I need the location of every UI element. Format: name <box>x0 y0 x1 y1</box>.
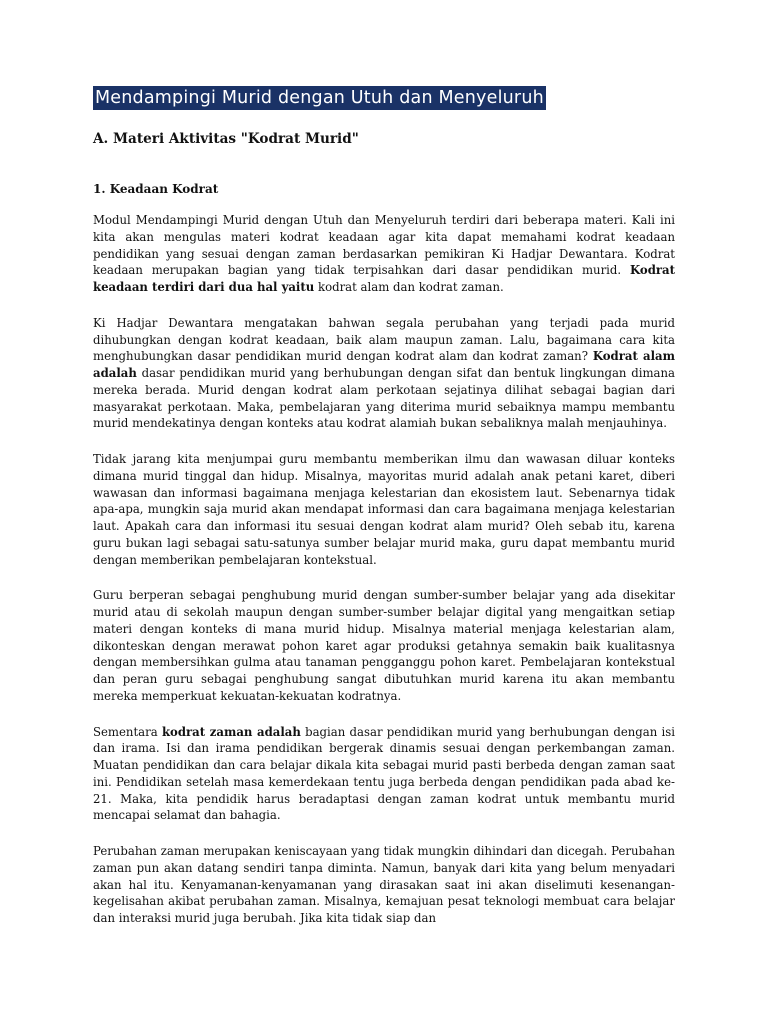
paragraph-text: Guru berperan sebagai penghubung murid dengan sumber-sumber belajar yang ada disekitar murid atau di sekolah maupun dengan sumber-sumber belajar digital yang mengaitkan setiap materi dengan konteks di mana murid hidup. Misalnya material menjaga kelestarian alam, dikonteskan dengan merawat pohon karet agar produksi getahnya semakin baik kualitasnya dengan membersihkan gulma atau tanaman pengganggu pohon karet. Pembelajaran kontekstual dan peran guru sebagai penghubung sangat dibutuhkan murid karena itu akan membantu mereka memperkuat kekuatan-kekuatan kodratnya. <box>93 588 675 703</box>
paragraph <box>93 843 675 927</box>
paragraph <box>93 451 675 568</box>
paragraph <box>93 212 675 296</box>
paragraph-text: kodrat alam dan kodrat zaman. <box>317 280 504 294</box>
paragraph-text: Perubahan zaman merupakan keniscayaan yang tidak mungkin dihindari dan dicegah. Perubahan zaman pun akan datang sendiri tanpa diminta. Namun, banyak dari kita yang belum menyadari akan hal itu. Kenyamanan-kenyamanan yang dirasakan saat ini akan diselimuti kesenangan-kegelisahan akibat perubahan zaman. Misalnya, kemajuan pesat teknologi membuat cara belajar dan interaksi murid juga berubah. Jika kita tidak siap dan <box>93 844 675 925</box>
paragraph-text: Ki Hadjar Dewantara mengatakan bahwan segala perubahan yang terjadi pada murid dihubungkan dengan kodrat keadaan, baik alam maupun zaman. Lalu, bagaimana cara kita menghubungkan dasar pendidikan murid dengan kodrat alam dan kodrat zaman? <box>93 315 675 364</box>
paragraph-text: bagian dasar pendidikan murid yang berhubungan dengan isi dan irama. Isi dan irama pendidikan bergerak dinamis sesuai dengan perkembangan zaman. Muatan pendidikan dan cara belajar dikala kita sebagai murid pasti berbeda dengan zaman saat ini. Pendidikan setelah masa kemerdekaan tentu juga berbeda dengan pendidikan pada abad ke-21. Maka, kita pendidik harus beradaptasi dengan zaman kodrat untuk membantu murid mencapai selamat dan bahagia. <box>93 724 675 823</box>
paragraph <box>93 315 675 432</box>
bold-phrase: Kodrat alam adalah <box>93 349 675 380</box>
paragraph <box>93 587 675 704</box>
sub-heading: 1. Keadaan Kodrat <box>93 182 219 196</box>
paragraph <box>93 724 675 825</box>
paragraph-text: Tidak jarang kita menjumpai guru membantu memberikan ilmu dan wawasan diluar konteks dimana murid tinggal dan hidup. Misalnya, mayoritas murid adalah anak petani karet, diberi wawasan dan informasi bagaimana menjaga kelestarian dan ekosistem laut. Sebenarnya tidak apa-apa, mungkin saja murid akan mendapat informasi dan cara bagaimana menjaga kelestarian laut. Apakah cara dan informasi itu sesuai dengan kodrat alam murid? Oleh sebab itu, karena guru bukan lagi sebagai satu-satunya sumber belajar murid maka, guru dapat membantu murid dengan memberikan pembelajaran kontekstual. <box>93 452 675 567</box>
paragraph-text: Sementara <box>93 724 158 739</box>
document-title: Mendampingi Murid dengan Utuh dan Menyeluruh <box>95 88 544 108</box>
bold-phrase: kodrat zaman adalah <box>161 724 301 739</box>
bold-phrase: Kodrat keadaan terdiri dari dua hal yaitu <box>93 263 675 294</box>
section-heading: A. Materi Aktivitas "Kodrat Murid" <box>93 131 359 147</box>
paragraph-text: Modul Mendampingi Murid dengan Utuh dan Menyeluruh terdiri dari beberapa materi. Kali ini kita akan mengulas materi kodrat keadaan agar kita dapat memahami kodrat keadaan pendidikan yang sesuai dengan zaman berdasarkan pemikiran Ki Hadjar Dewantara. Kodrat keadaan merupakan bagian yang tidak terpisahkan dari dasar pendidikan murid. <box>93 213 675 278</box>
paragraph-text: dasar pendidikan murid yang berhubungan dengan sifat dan bentuk lingkungan dimana mereka berada. Murid dengan kodrat alam perkotaan sejatinya dilihat sebagai bagian dari masyarakat perkotaan. Maka, pembelajaran yang diterima murid sebaiknya mampu membantu murid mendekatinya dengan konteks atau kodrat alamiah bukan sebaliknya malah menjauhinya. <box>93 366 675 431</box>
body-content <box>93 212 675 946</box>
